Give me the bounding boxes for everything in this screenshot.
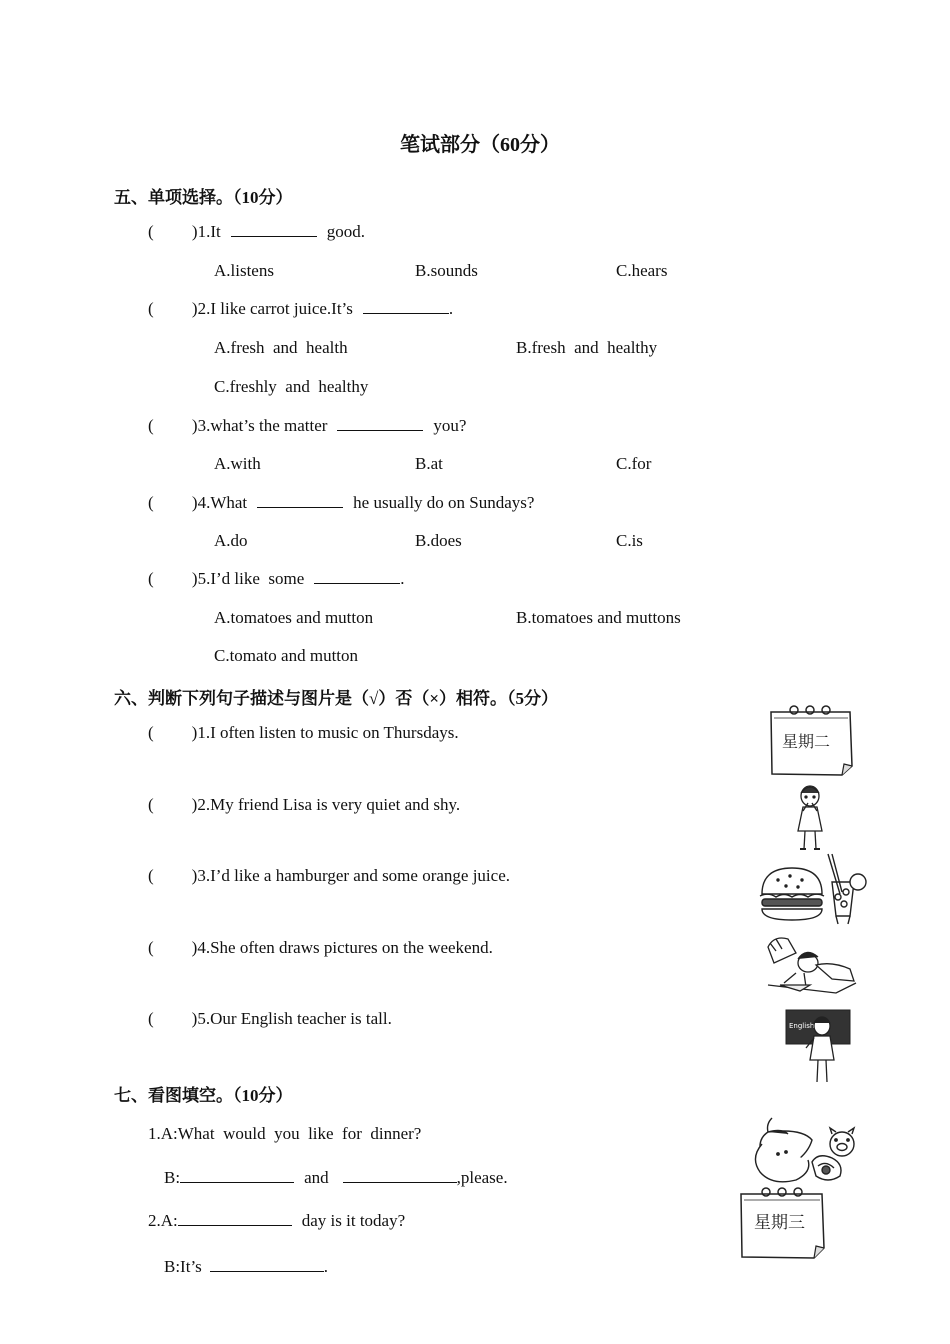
answer-blank-4[interactable] (210, 1257, 324, 1272)
q2-question-row (148, 1211, 405, 1231)
judge-sentence: )3.I’d like a hamburger and some orange juice. (191, 866, 510, 885)
question-stem: )1.It (191, 222, 221, 241)
option-a: A.listens (214, 261, 274, 280)
question-stem: )3.what’s the matter (191, 416, 328, 435)
question-row (148, 416, 466, 436)
calendar-tuesday-picture (766, 702, 858, 778)
option-c: C.is (616, 531, 643, 550)
question-stem-end: . (448, 299, 454, 318)
answer-suffix: . (323, 1257, 329, 1276)
section7-heading: 七、看图填空。（10分） (114, 1086, 293, 1105)
english-teacher-picture (784, 1008, 852, 1084)
question-stem: )2.I like carrot juice.It’s (191, 299, 353, 318)
option-b: B.fresh and healthy (516, 338, 658, 357)
answer-prefix: B: (164, 1168, 181, 1187)
answer-paren: ( (148, 938, 154, 957)
option-a: A.fresh and health (214, 338, 348, 357)
answer-paren: ( (148, 416, 154, 435)
option-b: B.at (415, 454, 443, 473)
option-b: B.tomatoes and muttons (516, 608, 681, 627)
question-row (148, 569, 405, 589)
answer-blank[interactable] (314, 569, 400, 584)
hamburger-juice-picture (758, 852, 868, 928)
calendar-wednesday-picture (736, 1184, 830, 1262)
judge-sentence: )1.I often listen to music on Thursdays. (191, 723, 459, 742)
answer-blank-2[interactable] (343, 1168, 457, 1183)
option-c: C.hears (616, 261, 668, 280)
option-b: B.sounds (415, 261, 478, 280)
judge-row (148, 1009, 392, 1029)
question-stem: )4.What (191, 493, 248, 512)
section6-heading: 六、判断下列句子描述与图片是（√）否（×）相符。（5分） (114, 689, 559, 708)
answer-blank[interactable] (337, 416, 423, 431)
calendar-label: 星期三 (754, 1213, 805, 1233)
board-label: English (789, 1022, 815, 1030)
judge-sentence: )2.My friend Lisa is very quiet and shy. (191, 795, 461, 814)
question-prefix: 2.A: (148, 1211, 178, 1230)
calendar-label: 星期二 (782, 732, 831, 751)
question-stem-end: he usually do on Sundays? (353, 493, 535, 512)
girl-drawing-picture (766, 933, 858, 1001)
question-row (148, 299, 453, 319)
option-a: A.with (214, 454, 261, 473)
eggplant-pork-picture (752, 1114, 868, 1190)
q2-answer-row (164, 1257, 328, 1277)
question-stem-end: good. (326, 222, 365, 241)
q1-question: 1.A:What would you like for dinner? (148, 1124, 422, 1143)
shy-girl-picture (790, 783, 830, 855)
judge-sentence: )5.Our English teacher is tall. (191, 1009, 392, 1028)
question-stem-end: . (400, 569, 405, 588)
question-suffix: day is it today? (301, 1211, 406, 1230)
judge-row (148, 938, 493, 958)
answer-paren: ( (148, 723, 154, 742)
answer-paren: ( (148, 299, 154, 318)
question-stem: )5.I’d like some (191, 569, 305, 588)
answer-blank-1[interactable] (180, 1168, 294, 1183)
answer-paren: ( (148, 795, 154, 814)
answer-paren: ( (148, 866, 154, 885)
answer-blank[interactable] (231, 222, 317, 237)
judge-row (148, 795, 460, 815)
answer-paren: ( (148, 493, 154, 512)
answer-blank-3[interactable] (178, 1211, 292, 1226)
question-row (148, 493, 534, 513)
option-a: A.tomatoes and mutton (214, 608, 374, 627)
answer-blank[interactable] (257, 493, 343, 508)
answer-suffix: ,please. (456, 1168, 508, 1187)
option-a: A.do (214, 531, 248, 550)
option-c: C.tomato and mutton (214, 646, 359, 665)
option-b: B.does (415, 531, 462, 550)
answer-paren: ( (148, 222, 154, 241)
answer-paren: ( (148, 569, 154, 588)
q1-answer-row (164, 1168, 508, 1188)
section5-heading: 五、单项选择。（10分） (114, 188, 293, 207)
option-c: C.freshly and healthy (214, 377, 369, 396)
answer-paren: ( (148, 1009, 154, 1028)
answer-prefix: B:It’s (164, 1257, 202, 1276)
question-stem-end: you? (433, 416, 467, 435)
option-c: C.for (616, 454, 652, 473)
question-row (148, 222, 365, 242)
page-title: 笔试部分（60分） (400, 134, 560, 156)
answer-blank[interactable] (363, 299, 449, 314)
judge-sentence: )4.She often draws pictures on the weekend. (191, 938, 493, 957)
answer-and: and (304, 1168, 329, 1187)
judge-row (148, 866, 510, 886)
judge-row (148, 723, 459, 743)
